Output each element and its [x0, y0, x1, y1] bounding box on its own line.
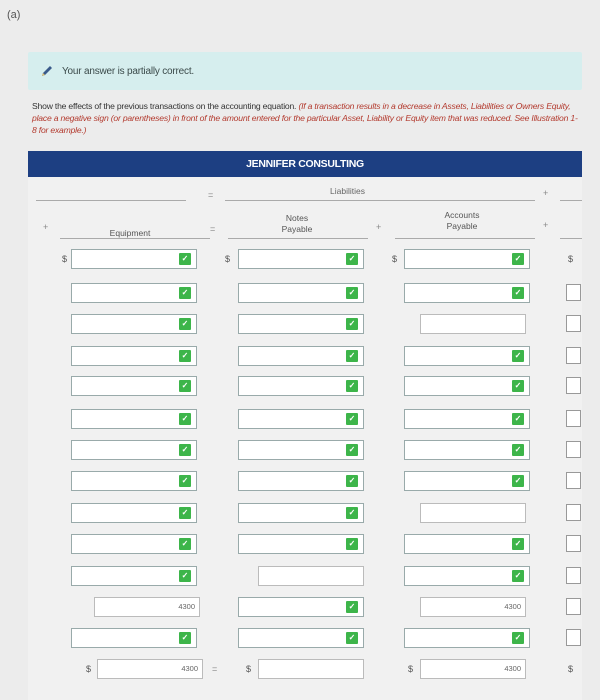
pencil-icon	[40, 64, 54, 78]
check-icon: ✓	[346, 538, 358, 550]
equals-sign: =	[208, 190, 214, 200]
check-icon: ✓	[179, 570, 191, 582]
check-icon: ✓	[179, 318, 191, 330]
equipment-header: Equipment	[109, 228, 151, 238]
equipment-input-12[interactable]: 4300	[94, 597, 200, 617]
header-line	[228, 238, 368, 239]
equals-sign: =	[210, 224, 216, 234]
notice-text: Your answer is partially correct.	[62, 65, 194, 77]
check-icon: ✓	[512, 287, 524, 299]
check-icon: ✓	[512, 538, 524, 550]
liabilities-label: Liabilities	[330, 186, 365, 196]
notes-payable-total[interactable]	[258, 659, 364, 679]
next-column-input[interactable]	[566, 598, 581, 615]
check-icon: ✓	[512, 632, 524, 644]
next-column-input[interactable]	[566, 377, 581, 394]
notes-payable-header: Notes Payable	[281, 213, 313, 234]
check-icon: ✓	[179, 413, 191, 425]
dollar-sign: $	[225, 254, 231, 264]
check-icon: ✓	[346, 632, 358, 644]
instructions-emphasis: (If a transaction results in a decrease in Assets, Liabilities or Owners Equity, place a negative sign (or parentheses) in front of the amount entered for the particular Asset, Liability or Equity item that was reduced. See Illustration 1-8 for example.)	[32, 101, 578, 135]
plus-sign: +	[376, 222, 382, 232]
next-column-input[interactable]	[566, 284, 581, 301]
check-icon: ✓	[346, 413, 358, 425]
check-icon: ✓	[512, 570, 524, 582]
accounts-payable-input-12[interactable]: 4300	[420, 597, 526, 617]
check-icon: ✓	[346, 318, 358, 330]
equipment-total[interactable]: 4300	[97, 659, 203, 679]
check-icon: ✓	[346, 601, 358, 613]
next-column-input[interactable]	[566, 535, 581, 552]
check-icon: ✓	[179, 380, 191, 392]
partial-correct-notice	[28, 52, 582, 90]
check-icon: ✓	[346, 380, 358, 392]
check-icon: ✓	[179, 538, 191, 550]
next-column-input[interactable]	[566, 472, 581, 489]
header-line	[395, 238, 535, 239]
instructions	[32, 100, 582, 136]
header-line	[560, 238, 582, 239]
accounts-payable-header: Accounts Payable	[444, 210, 480, 231]
check-icon: ✓	[346, 287, 358, 299]
notes-payable-input-11[interactable]	[258, 566, 364, 586]
table-title: JENNIFER CONSULTING	[28, 151, 582, 177]
header-line	[36, 200, 186, 201]
check-icon: ✓	[179, 287, 191, 299]
check-icon: ✓	[179, 350, 191, 362]
check-icon: ✓	[346, 350, 358, 362]
next-column-input[interactable]	[566, 441, 581, 458]
next-column-input[interactable]	[566, 315, 581, 332]
dollar-sign: $	[246, 664, 252, 674]
dollar-sign: $	[568, 664, 574, 674]
next-column-input[interactable]	[566, 567, 581, 584]
check-icon: ✓	[512, 253, 524, 265]
check-icon: ✓	[346, 475, 358, 487]
dollar-sign: $	[392, 254, 398, 264]
accounts-payable-total[interactable]: 4300	[420, 659, 526, 679]
next-column-input[interactable]	[566, 347, 581, 364]
equals-sign: =	[212, 664, 218, 674]
accounts-payable-input-9[interactable]	[420, 503, 526, 523]
instructions-text: Show the effects of the previous transactions on the accounting equation.	[32, 101, 299, 111]
check-icon: ✓	[346, 444, 358, 456]
check-icon: ✓	[346, 507, 358, 519]
liabilities-line	[225, 200, 535, 201]
check-icon: ✓	[179, 253, 191, 265]
check-icon: ✓	[179, 444, 191, 456]
dollar-sign: $	[568, 254, 574, 264]
check-icon: ✓	[179, 475, 191, 487]
plus-sign: +	[43, 222, 49, 232]
check-icon: ✓	[512, 380, 524, 392]
plus-sign: +	[543, 220, 549, 230]
next-column-input[interactable]	[566, 504, 581, 521]
accounts-payable-input-3[interactable]	[420, 314, 526, 334]
check-icon: ✓	[512, 350, 524, 362]
check-icon: ✓	[512, 444, 524, 456]
check-icon: ✓	[346, 253, 358, 265]
dollar-sign: $	[62, 254, 68, 264]
dollar-sign: $	[408, 664, 414, 674]
header-line	[560, 200, 582, 201]
check-icon: ✓	[512, 413, 524, 425]
next-column-input[interactable]	[566, 629, 581, 646]
check-icon: ✓	[512, 475, 524, 487]
check-icon: ✓	[179, 632, 191, 644]
part-label: (a)	[7, 9, 21, 21]
dollar-sign: $	[86, 664, 92, 674]
next-column-input[interactable]	[566, 410, 581, 427]
plus-sign: +	[543, 188, 549, 198]
check-icon: ✓	[179, 507, 191, 519]
